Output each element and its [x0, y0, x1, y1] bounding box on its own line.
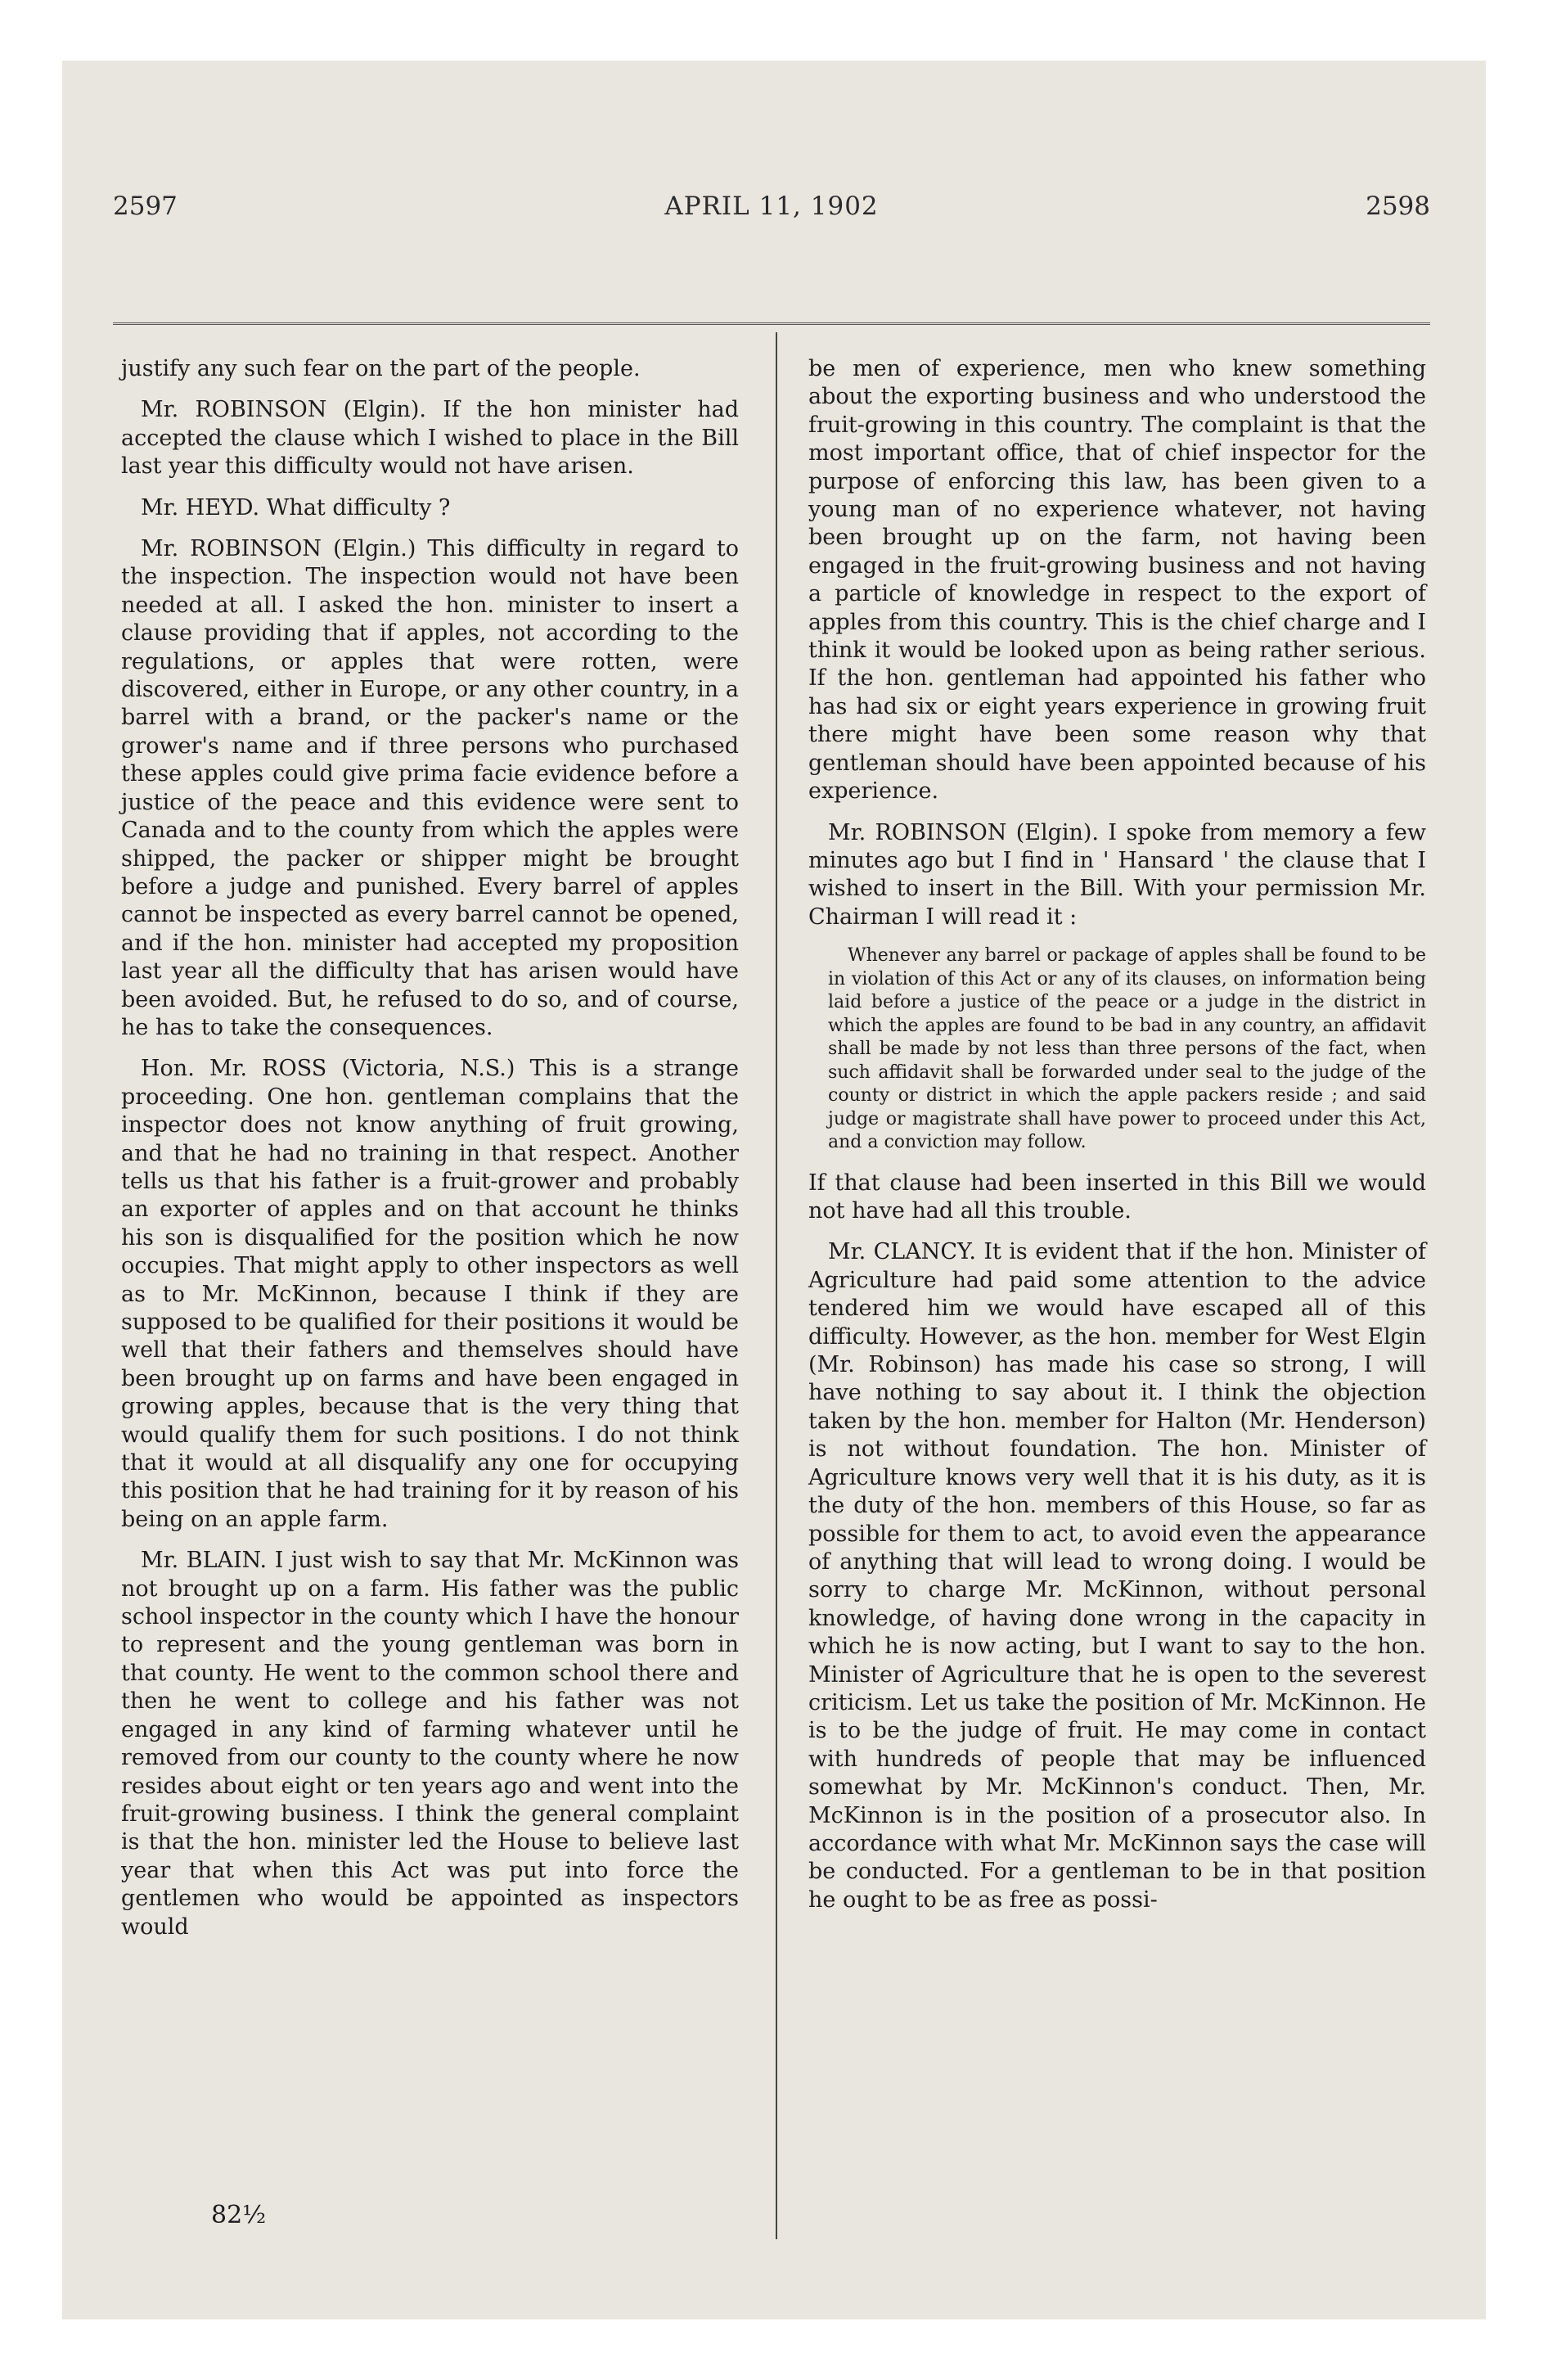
page-date: APRIL 11, 1902	[664, 192, 879, 221]
paragraph: Mr. BLAIN. I just wish to say that Mr. McKinnon was not brought up on a farm. His father was the public school inspector in the county which I have the honour to represent and the young gentleman was born in that county. He went to the common school there and then he went to college and his father was not engaged in any kind of farming whatever until he removed from our county to the county where he now resides about eight or ten years ago and went into the fruit-growing business. I think the general complaint is that the hon. minister led the House to believe last year that when this Act was put into force the gentlemen who would be appointed as inspectors would	[121, 1548, 739, 1940]
scanned-page	[62, 61, 1486, 2319]
right-column	[808, 355, 1426, 1927]
paragraph: If that clause had been inserted in this Bill we would not have had all this trouble.	[808, 1170, 1426, 1224]
page-header	[113, 192, 1430, 241]
paragraph: Mr. ROBINSON (Elgin). I spoke from memory a few minutes ago but I find in ' Hansard ' the clause that I wished to insert in the Bill. With your permission Mr. Chairman I will read it :	[808, 819, 1426, 930]
column-divider	[776, 332, 777, 2239]
page-number-right: 2598	[1366, 192, 1430, 221]
paragraph: Mr. CLANCY. It is evident that if the hon. Minister of Agriculture had paid some attention to the advice tendered him we would have escaped all of this difficulty. However, as the hon. member for West Elgin (Mr. Robinson) has made his case so strong, I will have nothing to say about it. I think the objection taken by the hon. member for Halton (Mr. Henderson) is not without foundation. The hon. Minister of Agriculture knows very well that it is his duty, as it is the duty of the hon. members of this House, so far as possible for them to act, to avoid even the appearance of anything that will lead to wrong doing. I would be sorry to charge Mr. McKinnon, without personal knowledge, of having done wrong in the capacity in which he is now acting, but I want to say to the hon. Minister of Agriculture that he is open to the severest criticism. Let us take the position of Mr. McKinnon. He is to be the judge of fruit. He may come in contact with hundreds of people that may be influenced somewhat by Mr. McKinnon's conduct. Then, Mr. McKinnon is in the position of a prosecutor also. In accordance with what Mr. McKinnon says the case will be conducted. For a gentleman to be in that position he ought to be as free as possi-	[808, 1239, 1426, 1913]
paragraph: Mr. ROBINSON (Elgin.) This difficulty in regard to the inspection. The inspection would not have been needed at all. I asked the hon. minister to insert a clause providing that if apples, not according to the regulations, or apples that were rotten, were discovered, either in Europe, or any other country, in a barrel with a brand, or the packer's name or the grower's name and if three persons who purchased these apples could give prima facie evidence before a justice of the peace and this evidence were sent to Canada and to the county from which the apples were shipped, the packer or shipper might be brought before a judge and punished. Every barrel of apples cannot be inspected as every barrel cannot be opened, and if the hon. minister had accepted my proposition last year all the difficulty that has arisen would have been avoided. But, he refused to do so, and of course, he has to take the consequences.	[121, 536, 739, 1040]
paragraph: Hon. Mr. ROSS (Victoria, N.S.) This is a strange proceeding. One hon. gentleman complains that the inspector does not know anything of fruit growing, and that he had no training in that respect. Another tells us that his father is a fruit-grower and probably an exporter of apples and on that account he thinks his son is disqualified for the position which he now occupies. That might apply to other inspectors as well as to Mr. McKinnon, because I think if they are supposed to be qualified for their positions it would be well that their fathers and themselves should have been brought up on farms and have been engaged in growing apples, because that is the very thing that would qualify them for such positions. I do not think that it would at all disqualify any one for occupying this position that he had training for it by reason of his being on an apple farm.	[121, 1056, 739, 1532]
signature-mark: 82½	[211, 2201, 267, 2229]
page-content	[113, 192, 1430, 2287]
quoted-clause: Whenever any barrel or package of apples shall be found to be in violation of this Act or any of its clauses, on information being laid before a justice of the peace or a judge in the district in which the apples are found to be bad in any country, an affidavit shall be made by not less than three persons of the fact, when such affidavit shall be forwarded under seal to the judge of the county or district in which the apple packers reside ; and said judge or magistrate shall have power to proceed under this Act, and a conviction may follow.	[828, 945, 1426, 1153]
page-number-left: 2597	[113, 192, 178, 221]
paragraph: Mr. ROBINSON (Elgin). If the hon minister had accepted the clause which I wished to place in the Bill last year this difficulty would not have arisen.	[121, 397, 739, 480]
left-column	[121, 355, 739, 1954]
paragraph: Mr. HEYD. What difficulty ?	[141, 494, 451, 521]
header-rule	[113, 322, 1430, 325]
paragraph: justify any such fear on the part of the people.	[121, 356, 641, 381]
paragraph: be men of experience, men who knew something about the exporting business and who understood the fruit-growing in this country. The complaint is that the most important office, that of chief inspector for the purpose of enforcing this law, has been given to a young man of no experience whatever, not having been brought up on the farm, not having been engaged in the fruit-growing business and not having a particle of knowledge in respect to the export of apples from this country. This is the chief charge and I think it would be looked upon as being rather serious. If the hon. gentleman had appointed his father who has had six or eight years experience in growing fruit there might have been some reason why that gentleman should have been appointed because of his experience.	[808, 356, 1426, 805]
